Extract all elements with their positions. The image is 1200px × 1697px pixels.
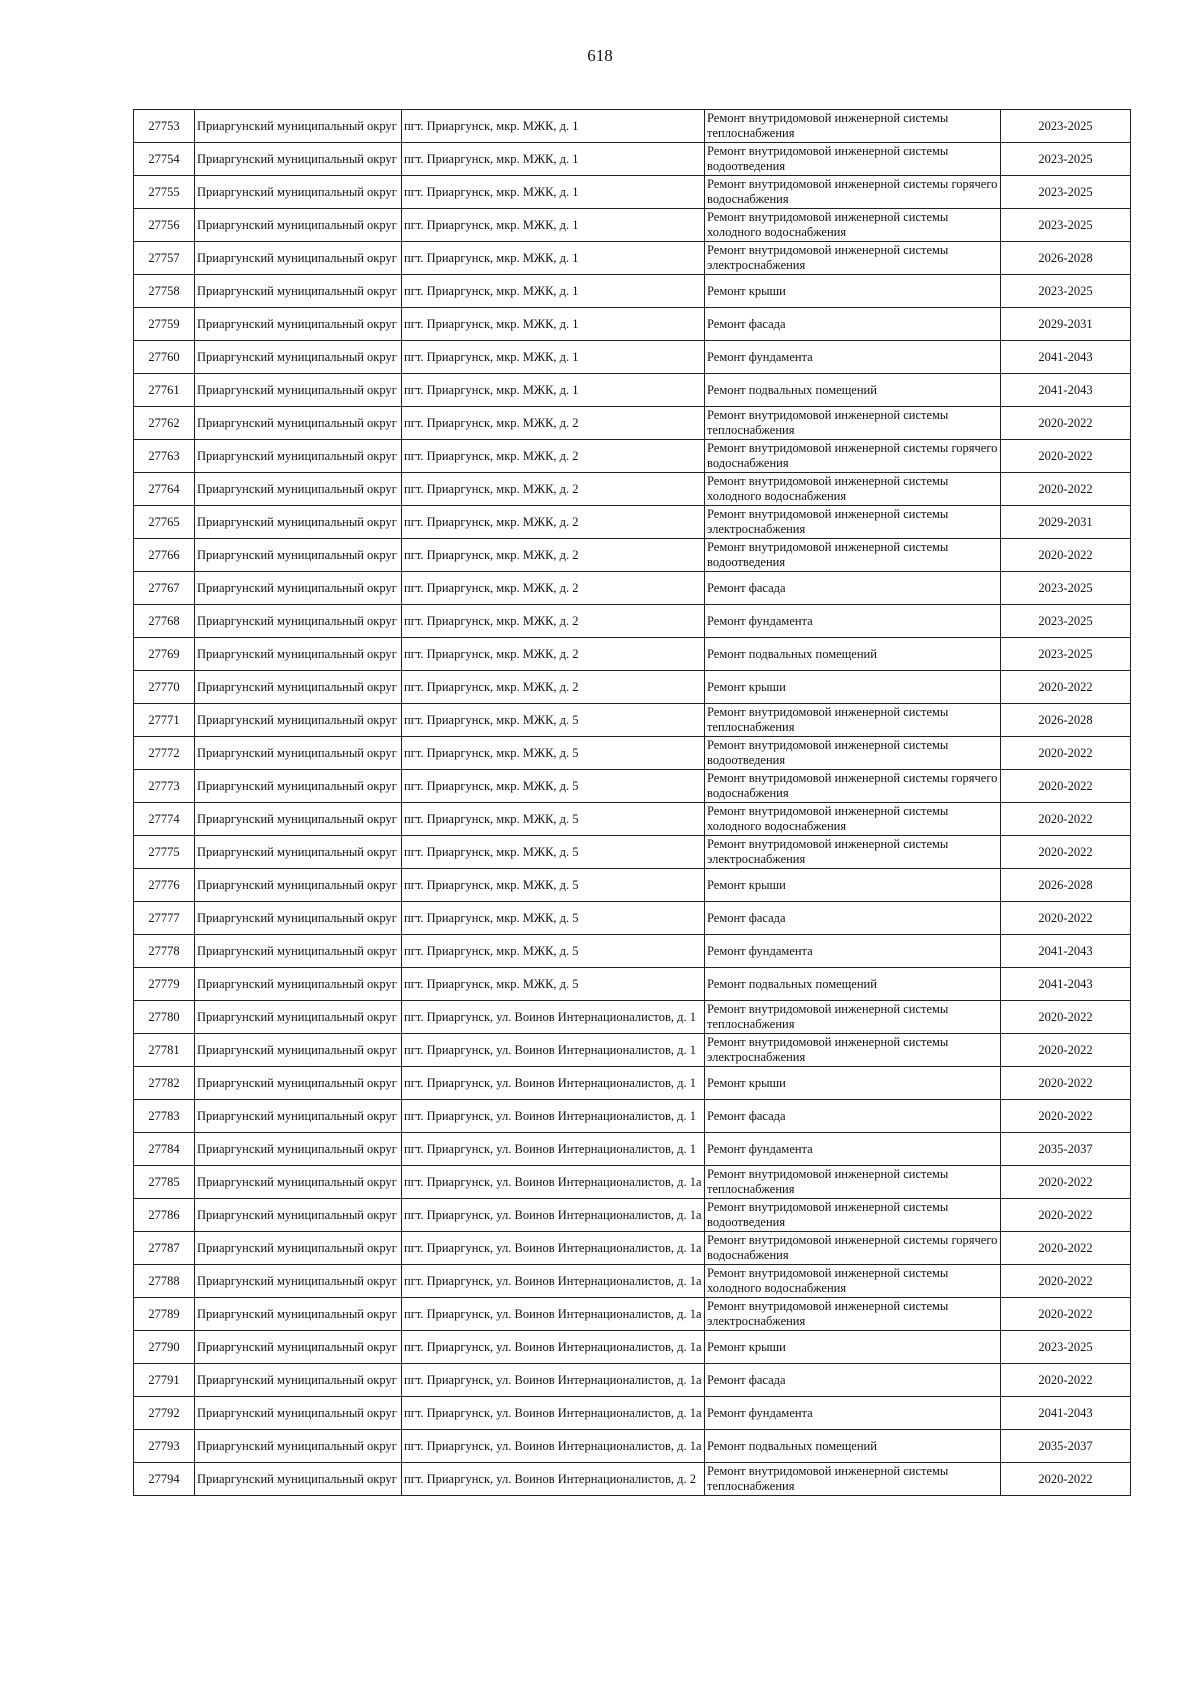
cell-record-number: 27772	[134, 737, 195, 770]
table-row	[134, 1001, 1131, 1034]
cell-address: пгт. Приаргунск, мкр. МЖК, д. 1	[402, 209, 705, 242]
cell-work-type: Ремонт внутридомовой инженерной системы горячего водоснабжения	[705, 770, 1001, 803]
cell-period: 2020-2022	[1001, 803, 1131, 836]
cell-address: пгт. Приаргунск, ул. Воинов Интернационалистов, д. 1а	[402, 1199, 705, 1232]
cell-work-type: Ремонт внутридомовой инженерной системы теплоснабжения	[705, 110, 1001, 143]
cell-work-type: Ремонт фасада	[705, 308, 1001, 341]
table-row	[134, 374, 1131, 407]
cell-work-type: Ремонт внутридомовой инженерной системы горячего водоснабжения	[705, 1232, 1001, 1265]
cell-work-type: Ремонт крыши	[705, 1067, 1001, 1100]
cell-address: пгт. Приаргунск, мкр. МЖК, д. 1	[402, 275, 705, 308]
cell-address: пгт. Приаргунск, ул. Воинов Интернационалистов, д. 1а	[402, 1397, 705, 1430]
cell-period: 2023-2025	[1001, 605, 1131, 638]
cell-municipality: Приаргунский муниципальный округ	[195, 1232, 402, 1265]
cell-period: 2020-2022	[1001, 1232, 1131, 1265]
cell-municipality: Приаргунский муниципальный округ	[195, 1133, 402, 1166]
cell-municipality: Приаргунский муниципальный округ	[195, 176, 402, 209]
table-row	[134, 572, 1131, 605]
page-number: 618	[587, 46, 613, 65]
cell-address: пгт. Приаргунск, ул. Воинов Интернационалистов, д. 2	[402, 1463, 705, 1496]
cell-address: пгт. Приаргунск, мкр. МЖК, д. 5	[402, 869, 705, 902]
cell-municipality: Приаргунский муниципальный округ	[195, 770, 402, 803]
table-row	[134, 176, 1131, 209]
cell-address: пгт. Приаргунск, мкр. МЖК, д. 1	[402, 110, 705, 143]
cell-address: пгт. Приаргунск, ул. Воинов Интернационалистов, д. 1	[402, 1001, 705, 1034]
cell-work-type: Ремонт крыши	[705, 671, 1001, 704]
cell-record-number: 27784	[134, 1133, 195, 1166]
cell-work-type: Ремонт фасада	[705, 572, 1001, 605]
cell-record-number: 27786	[134, 1199, 195, 1232]
cell-work-type: Ремонт внутридомовой инженерной системы холодного водоснабжения	[705, 209, 1001, 242]
table-row	[134, 902, 1131, 935]
cell-record-number: 27757	[134, 242, 195, 275]
cell-work-type: Ремонт внутридомовой инженерной системы холодного водоснабжения	[705, 1265, 1001, 1298]
cell-period: 2023-2025	[1001, 638, 1131, 671]
cell-period: 2041-2043	[1001, 374, 1131, 407]
cell-record-number: 27770	[134, 671, 195, 704]
cell-work-type: Ремонт внутридомовой инженерной системы водоотведения	[705, 1199, 1001, 1232]
table-row	[134, 440, 1131, 473]
cell-municipality: Приаргунский муниципальный округ	[195, 902, 402, 935]
cell-work-type: Ремонт внутридомовой инженерной системы теплоснабжения	[705, 1463, 1001, 1496]
cell-record-number: 27773	[134, 770, 195, 803]
cell-record-number: 27791	[134, 1364, 195, 1397]
table-row	[134, 209, 1131, 242]
cell-period: 2020-2022	[1001, 407, 1131, 440]
cell-municipality: Приаргунский муниципальный округ	[195, 506, 402, 539]
table-row	[134, 1034, 1131, 1067]
cell-address: пгт. Приаргунск, ул. Воинов Интернационалистов, д. 1	[402, 1133, 705, 1166]
cell-record-number: 27766	[134, 539, 195, 572]
cell-municipality: Приаргунский муниципальный округ	[195, 1199, 402, 1232]
cell-work-type: Ремонт крыши	[705, 275, 1001, 308]
cell-address: пгт. Приаргунск, мкр. МЖК, д. 5	[402, 770, 705, 803]
table-row	[134, 1298, 1131, 1331]
cell-address: пгт. Приаргунск, мкр. МЖК, д. 2	[402, 539, 705, 572]
cell-work-type: Ремонт внутридомовой инженерной системы водоотведения	[705, 737, 1001, 770]
cell-work-type: Ремонт внутридомовой инженерной системы горячего водоснабжения	[705, 440, 1001, 473]
cell-period: 2023-2025	[1001, 1331, 1131, 1364]
table-row	[134, 1166, 1131, 1199]
cell-address: пгт. Приаргунск, мкр. МЖК, д. 1	[402, 308, 705, 341]
table-row	[134, 1265, 1131, 1298]
cell-municipality: Приаргунский муниципальный округ	[195, 473, 402, 506]
table-row	[134, 308, 1131, 341]
cell-address: пгт. Приаргунск, мкр. МЖК, д. 2	[402, 605, 705, 638]
cell-address: пгт. Приаргунск, мкр. МЖК, д. 2	[402, 638, 705, 671]
cell-municipality: Приаргунский муниципальный округ	[195, 143, 402, 176]
cell-period: 2020-2022	[1001, 1100, 1131, 1133]
cell-municipality: Приаргунский муниципальный округ	[195, 539, 402, 572]
cell-period: 2041-2043	[1001, 935, 1131, 968]
cell-period: 2020-2022	[1001, 1034, 1131, 1067]
cell-address: пгт. Приаргунск, мкр. МЖК, д. 2	[402, 572, 705, 605]
cell-period: 2020-2022	[1001, 1364, 1131, 1397]
cell-record-number: 27789	[134, 1298, 195, 1331]
cell-record-number: 27787	[134, 1232, 195, 1265]
cell-municipality: Приаргунский муниципальный округ	[195, 1364, 402, 1397]
cell-period: 2023-2025	[1001, 110, 1131, 143]
cell-record-number: 27788	[134, 1265, 195, 1298]
cell-municipality: Приаргунский муниципальный округ	[195, 935, 402, 968]
cell-record-number: 27753	[134, 110, 195, 143]
cell-municipality: Приаргунский муниципальный округ	[195, 209, 402, 242]
cell-municipality: Приаргунский муниципальный округ	[195, 407, 402, 440]
cell-record-number: 27785	[134, 1166, 195, 1199]
cell-period: 2020-2022	[1001, 1463, 1131, 1496]
table-row	[134, 407, 1131, 440]
table-row	[134, 968, 1131, 1001]
cell-record-number: 27754	[134, 143, 195, 176]
cell-municipality: Приаргунский муниципальный округ	[195, 1265, 402, 1298]
cell-period: 2029-2031	[1001, 506, 1131, 539]
cell-period: 2023-2025	[1001, 275, 1131, 308]
cell-period: 2020-2022	[1001, 1199, 1131, 1232]
cell-work-type: Ремонт внутридомовой инженерной системы электроснабжения	[705, 1034, 1001, 1067]
cell-period: 2023-2025	[1001, 143, 1131, 176]
table-row	[134, 836, 1131, 869]
cell-work-type: Ремонт внутридомовой инженерной системы водоотведения	[705, 539, 1001, 572]
cell-period: 2020-2022	[1001, 770, 1131, 803]
cell-municipality: Приаргунский муниципальный округ	[195, 1100, 402, 1133]
cell-period: 2023-2025	[1001, 572, 1131, 605]
cell-record-number: 27779	[134, 968, 195, 1001]
cell-period: 2020-2022	[1001, 671, 1131, 704]
table-row	[134, 605, 1131, 638]
cell-work-type: Ремонт крыши	[705, 869, 1001, 902]
cell-record-number: 27764	[134, 473, 195, 506]
table-row	[134, 1133, 1131, 1166]
cell-address: пгт. Приаргунск, мкр. МЖК, д. 5	[402, 737, 705, 770]
table-row	[134, 737, 1131, 770]
cell-address: пгт. Приаргунск, ул. Воинов Интернационалистов, д. 1а	[402, 1265, 705, 1298]
cell-record-number: 27780	[134, 1001, 195, 1034]
cell-work-type: Ремонт внутридомовой инженерной системы горячего водоснабжения	[705, 176, 1001, 209]
table-row	[134, 275, 1131, 308]
table-row	[134, 770, 1131, 803]
cell-record-number: 27767	[134, 572, 195, 605]
table-row	[134, 704, 1131, 737]
cell-municipality: Приаргунский муниципальный округ	[195, 1166, 402, 1199]
cell-record-number: 27768	[134, 605, 195, 638]
cell-period: 2020-2022	[1001, 836, 1131, 869]
cell-period: 2023-2025	[1001, 176, 1131, 209]
cell-address: пгт. Приаргунск, ул. Воинов Интернационалистов, д. 1а	[402, 1166, 705, 1199]
table-row	[134, 803, 1131, 836]
cell-address: пгт. Приаргунск, мкр. МЖК, д. 5	[402, 803, 705, 836]
cell-work-type: Ремонт внутридомовой инженерной системы электроснабжения	[705, 506, 1001, 539]
table-row	[134, 242, 1131, 275]
cell-period: 2020-2022	[1001, 539, 1131, 572]
cell-period: 2026-2028	[1001, 704, 1131, 737]
cell-record-number: 27759	[134, 308, 195, 341]
cell-address: пгт. Приаргунск, мкр. МЖК, д. 1	[402, 341, 705, 374]
cell-address: пгт. Приаргунск, мкр. МЖК, д. 5	[402, 902, 705, 935]
cell-municipality: Приаргунский муниципальный округ	[195, 704, 402, 737]
cell-address: пгт. Приаргунск, ул. Воинов Интернационалистов, д. 1	[402, 1067, 705, 1100]
cell-municipality: Приаргунский муниципальный округ	[195, 1298, 402, 1331]
cell-record-number: 27755	[134, 176, 195, 209]
cell-address: пгт. Приаргунск, ул. Воинов Интернационалистов, д. 1а	[402, 1232, 705, 1265]
table-row	[134, 638, 1131, 671]
cell-municipality: Приаргунский муниципальный округ	[195, 308, 402, 341]
cell-municipality: Приаргунский муниципальный округ	[195, 671, 402, 704]
table-row	[134, 341, 1131, 374]
cell-address: пгт. Приаргунск, мкр. МЖК, д. 5	[402, 704, 705, 737]
cell-work-type: Ремонт фундамента	[705, 1397, 1001, 1430]
cell-record-number: 27792	[134, 1397, 195, 1430]
cell-period: 2035-2037	[1001, 1430, 1131, 1463]
cell-work-type: Ремонт внутридомовой инженерной системы электроснабжения	[705, 836, 1001, 869]
table-row	[134, 1397, 1131, 1430]
cell-record-number: 27781	[134, 1034, 195, 1067]
cell-address: пгт. Приаргунск, мкр. МЖК, д. 1	[402, 242, 705, 275]
cell-period: 2020-2022	[1001, 1298, 1131, 1331]
cell-record-number: 27794	[134, 1463, 195, 1496]
cell-municipality: Приаргунский муниципальный округ	[195, 836, 402, 869]
cell-address: пгт. Приаргунск, мкр. МЖК, д. 2	[402, 407, 705, 440]
cell-work-type: Ремонт крыши	[705, 1331, 1001, 1364]
cell-municipality: Приаргунский муниципальный округ	[195, 1001, 402, 1034]
table-row	[134, 1199, 1131, 1232]
table-body	[134, 110, 1131, 1496]
cell-work-type: Ремонт внутридомовой инженерной системы электроснабжения	[705, 242, 1001, 275]
cell-work-type: Ремонт фундамента	[705, 1133, 1001, 1166]
table-row	[134, 935, 1131, 968]
table-row	[134, 1430, 1131, 1463]
table-row	[134, 1364, 1131, 1397]
cell-period: 2020-2022	[1001, 1265, 1131, 1298]
cell-work-type: Ремонт внутридомовой инженерной системы водоотведения	[705, 143, 1001, 176]
cell-period: 2020-2022	[1001, 473, 1131, 506]
cell-record-number: 27783	[134, 1100, 195, 1133]
cell-municipality: Приаргунский муниципальный округ	[195, 968, 402, 1001]
cell-work-type: Ремонт внутридомовой инженерной системы теплоснабжения	[705, 704, 1001, 737]
cell-municipality: Приаргунский муниципальный округ	[195, 110, 402, 143]
cell-work-type: Ремонт подвальных помещений	[705, 374, 1001, 407]
cell-record-number: 27776	[134, 869, 195, 902]
cell-municipality: Приаргунский муниципальный округ	[195, 1331, 402, 1364]
cell-address: пгт. Приаргунск, ул. Воинов Интернационалистов, д. 1	[402, 1100, 705, 1133]
table-row	[134, 539, 1131, 572]
cell-record-number: 27775	[134, 836, 195, 869]
cell-record-number: 27765	[134, 506, 195, 539]
cell-record-number: 27777	[134, 902, 195, 935]
cell-record-number: 27793	[134, 1430, 195, 1463]
cell-municipality: Приаргунский муниципальный округ	[195, 869, 402, 902]
cell-record-number: 27782	[134, 1067, 195, 1100]
cell-address: пгт. Приаргунск, ул. Воинов Интернационалистов, д. 1	[402, 1034, 705, 1067]
table-row	[134, 869, 1131, 902]
cell-address: пгт. Приаргунск, ул. Воинов Интернационалистов, д. 1а	[402, 1298, 705, 1331]
table-row	[134, 1463, 1131, 1496]
cell-address: пгт. Приаргунск, мкр. МЖК, д. 2	[402, 440, 705, 473]
cell-record-number: 27790	[134, 1331, 195, 1364]
cell-period: 2020-2022	[1001, 737, 1131, 770]
cell-record-number: 27758	[134, 275, 195, 308]
cell-work-type: Ремонт внутридомовой инженерной системы теплоснабжения	[705, 1001, 1001, 1034]
cell-record-number: 27778	[134, 935, 195, 968]
cell-work-type: Ремонт внутридомовой инженерной системы теплоснабжения	[705, 1166, 1001, 1199]
cell-address: пгт. Приаргунск, ул. Воинов Интернационалистов, д. 1а	[402, 1331, 705, 1364]
cell-address: пгт. Приаргунск, мкр. МЖК, д. 1	[402, 374, 705, 407]
cell-work-type: Ремонт фасада	[705, 902, 1001, 935]
cell-municipality: Приаргунский муниципальный округ	[195, 1067, 402, 1100]
cell-period: 2041-2043	[1001, 1397, 1131, 1430]
cell-address: пгт. Приаргунск, мкр. МЖК, д. 5	[402, 968, 705, 1001]
cell-address: пгт. Приаргунск, мкр. МЖК, д. 2	[402, 671, 705, 704]
cell-work-type: Ремонт подвальных помещений	[705, 1430, 1001, 1463]
cell-address: пгт. Приаргунск, мкр. МЖК, д. 5	[402, 935, 705, 968]
cell-municipality: Приаргунский муниципальный округ	[195, 440, 402, 473]
cell-address: пгт. Приаргунск, мкр. МЖК, д. 1	[402, 176, 705, 209]
cell-work-type: Ремонт внутридомовой инженерной системы теплоснабжения	[705, 407, 1001, 440]
cell-work-type: Ремонт внутридомовой инженерной системы электроснабжения	[705, 1298, 1001, 1331]
cell-record-number: 27762	[134, 407, 195, 440]
cell-work-type: Ремонт фасада	[705, 1100, 1001, 1133]
table-row	[134, 1100, 1131, 1133]
cell-period: 2026-2028	[1001, 869, 1131, 902]
cell-municipality: Приаргунский муниципальный округ	[195, 1463, 402, 1496]
cell-work-type: Ремонт подвальных помещений	[705, 968, 1001, 1001]
cell-municipality: Приаргунский муниципальный округ	[195, 275, 402, 308]
cell-record-number: 27771	[134, 704, 195, 737]
cell-municipality: Приаргунский муниципальный округ	[195, 341, 402, 374]
cell-period: 2023-2025	[1001, 209, 1131, 242]
table-row	[134, 473, 1131, 506]
table-row	[134, 110, 1131, 143]
cell-municipality: Приаргунский муниципальный округ	[195, 1034, 402, 1067]
cell-work-type: Ремонт фундамента	[705, 605, 1001, 638]
table-row	[134, 143, 1131, 176]
cell-municipality: Приаргунский муниципальный округ	[195, 242, 402, 275]
cell-work-type: Ремонт фундамента	[705, 341, 1001, 374]
cell-record-number: 27756	[134, 209, 195, 242]
cell-address: пгт. Приаргунск, мкр. МЖК, д. 1	[402, 143, 705, 176]
cell-work-type: Ремонт фасада	[705, 1364, 1001, 1397]
cell-period: 2035-2037	[1001, 1133, 1131, 1166]
table-row	[134, 1232, 1131, 1265]
cell-record-number: 27760	[134, 341, 195, 374]
cell-period: 2020-2022	[1001, 440, 1131, 473]
cell-period: 2020-2022	[1001, 1067, 1131, 1100]
table-row	[134, 671, 1131, 704]
cell-municipality: Приаргунский муниципальный округ	[195, 803, 402, 836]
repair-schedule-table	[133, 109, 1131, 1496]
cell-period: 2020-2022	[1001, 1166, 1131, 1199]
cell-period: 2041-2043	[1001, 341, 1131, 374]
cell-municipality: Приаргунский муниципальный округ	[195, 605, 402, 638]
cell-work-type: Ремонт внутридомовой инженерной системы холодного водоснабжения	[705, 803, 1001, 836]
cell-record-number: 27769	[134, 638, 195, 671]
cell-period: 2020-2022	[1001, 902, 1131, 935]
cell-address: пгт. Приаргунск, мкр. МЖК, д. 2	[402, 506, 705, 539]
cell-municipality: Приаргунский муниципальный округ	[195, 374, 402, 407]
cell-address: пгт. Приаргунск, мкр. МЖК, д. 5	[402, 836, 705, 869]
cell-record-number: 27763	[134, 440, 195, 473]
cell-municipality: Приаргунский муниципальный округ	[195, 737, 402, 770]
cell-period: 2020-2022	[1001, 1001, 1131, 1034]
cell-municipality: Приаргунский муниципальный округ	[195, 1397, 402, 1430]
table-row	[134, 1067, 1131, 1100]
table-row	[134, 506, 1131, 539]
cell-work-type: Ремонт подвальных помещений	[705, 638, 1001, 671]
cell-work-type: Ремонт фундамента	[705, 935, 1001, 968]
cell-address: пгт. Приаргунск, ул. Воинов Интернационалистов, д. 1а	[402, 1430, 705, 1463]
cell-municipality: Приаргунский муниципальный округ	[195, 638, 402, 671]
cell-record-number: 27761	[134, 374, 195, 407]
cell-period: 2026-2028	[1001, 242, 1131, 275]
table-row	[134, 1331, 1131, 1364]
cell-period: 2029-2031	[1001, 308, 1131, 341]
cell-municipality: Приаргунский муниципальный округ	[195, 1430, 402, 1463]
cell-address: пгт. Приаргунск, мкр. МЖК, д. 2	[402, 473, 705, 506]
cell-record-number: 27774	[134, 803, 195, 836]
cell-municipality: Приаргунский муниципальный округ	[195, 572, 402, 605]
cell-work-type: Ремонт внутридомовой инженерной системы холодного водоснабжения	[705, 473, 1001, 506]
cell-address: пгт. Приаргунск, ул. Воинов Интернационалистов, д. 1а	[402, 1364, 705, 1397]
cell-period: 2041-2043	[1001, 968, 1131, 1001]
